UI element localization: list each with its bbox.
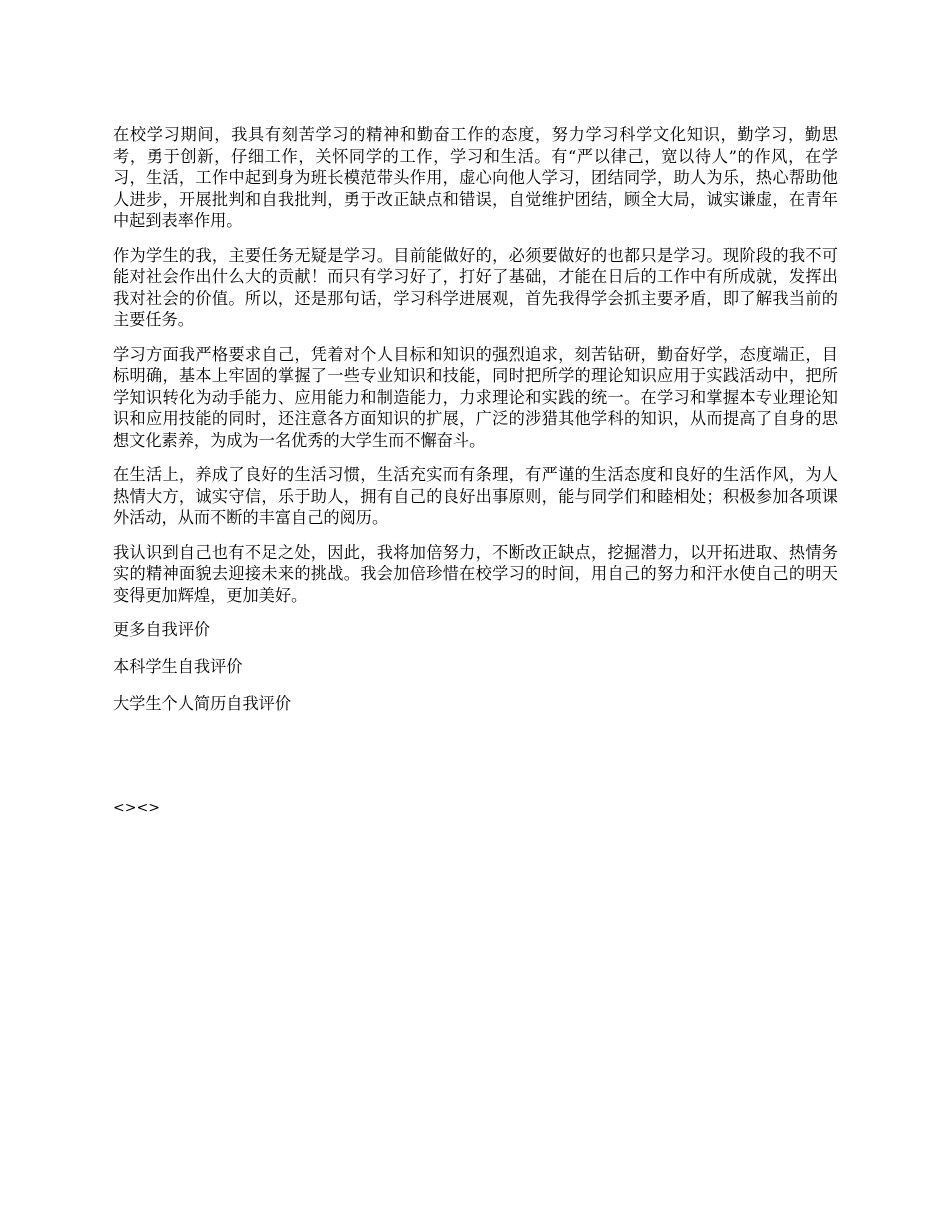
paragraph-5: 我认识到自己也有不足之处，因此，我将加倍努力，不断改正缺点，挖掘潜力，以开拓进取、热情务实的精神面貌去迎接未来的挑战。我会加倍珍惜在校学习的时间，用自己的努力和汗水使自己的明天变得更加辉煌，更加美好。 [113, 542, 838, 605]
pager-arrows[interactable]: <><> [113, 800, 160, 816]
link-resume-self-evaluation[interactable]: 大学生个人简历自我评价 [113, 694, 292, 713]
link-more-self-evaluation[interactable]: 更多自我评价 [113, 620, 211, 639]
paragraph-1: 在校学习期间，我具有刻苦学习的精神和勤奋工作的态度，努力学习科学文化知识，勤学习，勤思考，勇于创新，仔细工作，关怀同学的工作，学习和生活。有“严以律己，宽以待人”的作风，在学习，生活，工作中起到身为班长模范带头作用，虚心向他人学习，团结同学，助人为乐，热心帮助他人进步，开展批判和自我批判，勇于改正缺点和错误，自觉维护团结，顾全大局，诚实谦虚，在青年中起到表率作用。 [113, 125, 838, 230]
link-undergraduate-self-evaluation[interactable]: 本科学生自我评价 [113, 657, 243, 676]
paragraph-4: 在生活上，养成了良好的生活习惯，生活充实而有条理，有严谨的生活态度和良好的生活作风，为人热情大方，诚实守信，乐于助人，拥有自己的良好出事原则，能与同学们和睦相处；积极参加各项课外活动，从而不断的丰富自己的阅历。 [113, 465, 838, 527]
article-body [113, 124, 838, 730]
paragraph-3: 学习方面我严格要求自己，凭着对个人目标和知识的强烈追求，刻苦钻研，勤奋好学，态度端正，目标明确，基本上牢固的掌握了一些专业知识和技能，同时把所学的理论知识应用于实践活动中，把所学知识转化为动手能力、应用能力和制造能力，力求理论和实践的统一。在学习和掌握本专业理论知识和应用技能的同时，还注意各方面知识的扩展，广泛的涉猎其他学科的知识，从而提高了自身的思想文化素养，为成为一名优秀的大学生而不懈奋斗。 [113, 344, 838, 450]
paragraph-2: 作为学生的我，主要任务无疑是学习。目前能做好的，必须要做好的也都只是学习。现阶段的我不可能对社会作出什么大的贡献！而只有学习好了，打好了基础，才能在日后的工作中有所成就，发挥出我对社会的价值。所以，还是那句话，学习科学进展观，首先我得学会抓主要矛盾，即了解我当前的主要任务。 [113, 245, 838, 329]
